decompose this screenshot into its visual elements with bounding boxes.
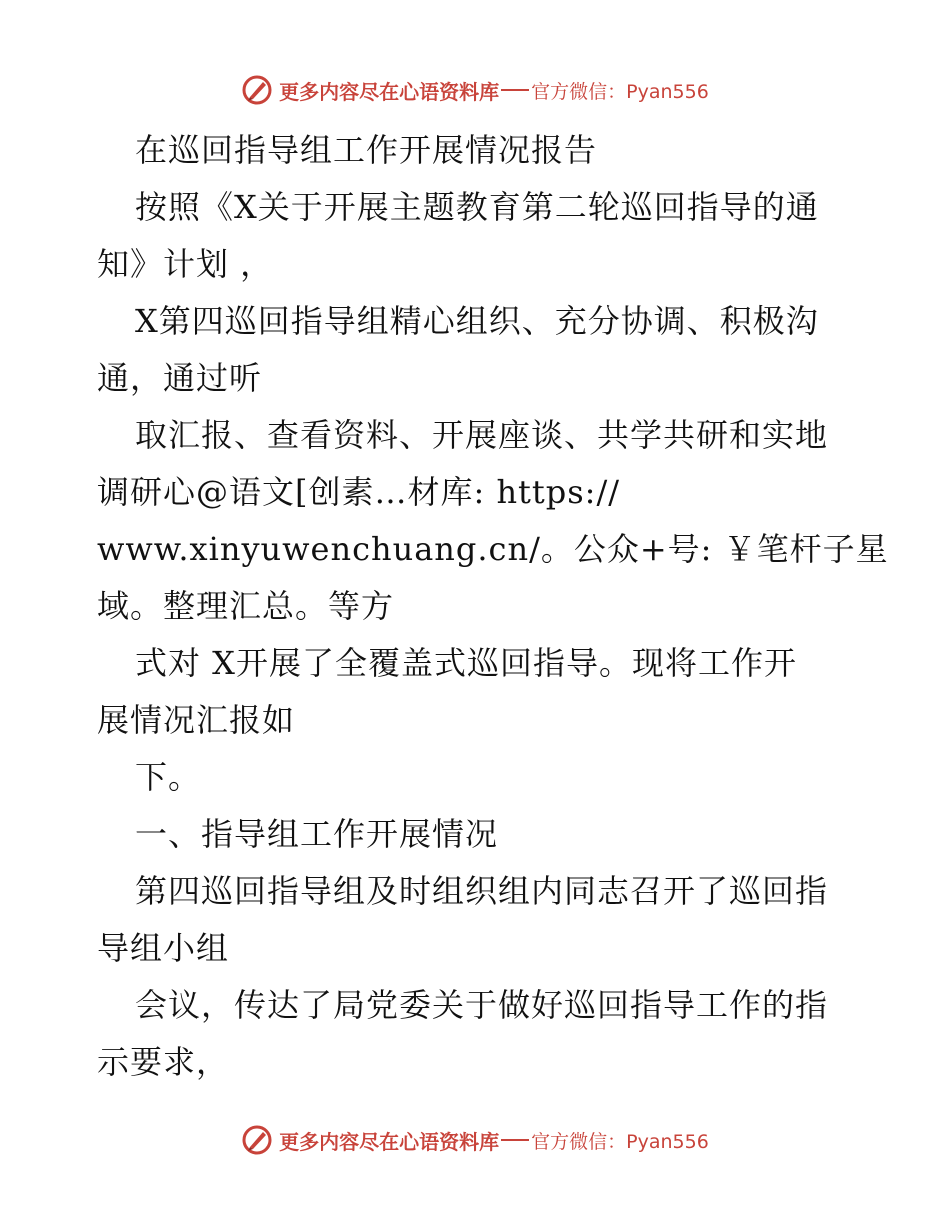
paragraph-line: X第四巡回指导组精心组织、充分协调、积极沟 — [135, 302, 819, 340]
document-title: 在巡回指导组工作开展情况报告 — [135, 131, 598, 169]
paragraph-line: www.xinyuwenchuang.cn/。公众+号: ￥笔杆子星 — [97, 530, 889, 568]
quill-pen-logo-icon — [241, 1124, 273, 1156]
paragraph-line: 知》计划 ， — [97, 245, 274, 283]
header-banner-text: 更多内容尽在心语资料库 — [279, 79, 500, 104]
header-banner-wechat: 官方微信：Pyan556 — [531, 80, 709, 103]
document-body — [97, 122, 889, 1091]
section-heading: 一、指导组工作开展情况 — [135, 815, 499, 853]
paragraph-line: 展情况汇报如 — [97, 701, 296, 739]
header-banner — [0, 70, 950, 110]
footer-banner-text: 更多内容尽在心语资料库 — [279, 1129, 500, 1154]
paragraph-line: 下。 — [135, 758, 202, 796]
paragraph-line: 取汇报、查看资料、开展座谈、共学共研和实地 — [135, 416, 829, 454]
header-banner-divider — [501, 89, 529, 91]
paragraph-line: 按照《X关于开展主题教育第二轮巡回指导的通 — [135, 188, 819, 226]
footer-banner-wechat: 官方微信：Pyan556 — [531, 1130, 709, 1153]
paragraph-line: 域。整理汇总。等方 — [97, 587, 395, 625]
paragraph-line: 导组小组 — [97, 929, 230, 967]
paragraph-line: 式对 X开展了全覆盖式巡回指导。现将工作开 — [135, 644, 797, 682]
footer-banner-divider — [501, 1139, 529, 1141]
quill-pen-logo-icon — [241, 74, 273, 106]
paragraph-line: 会议，传达了局党委关于做好巡回指导工作的指 — [135, 986, 829, 1024]
paragraph-line: 调研心@语文[创素…材库: https:// — [97, 473, 621, 511]
paragraph-line: 第四巡回指导组及时组织组内同志召开了巡回指 — [135, 872, 829, 910]
paragraph-line: 通，通过听 — [97, 359, 263, 397]
footer-banner — [0, 1120, 950, 1160]
paragraph-line: 示要求， — [97, 1043, 230, 1081]
